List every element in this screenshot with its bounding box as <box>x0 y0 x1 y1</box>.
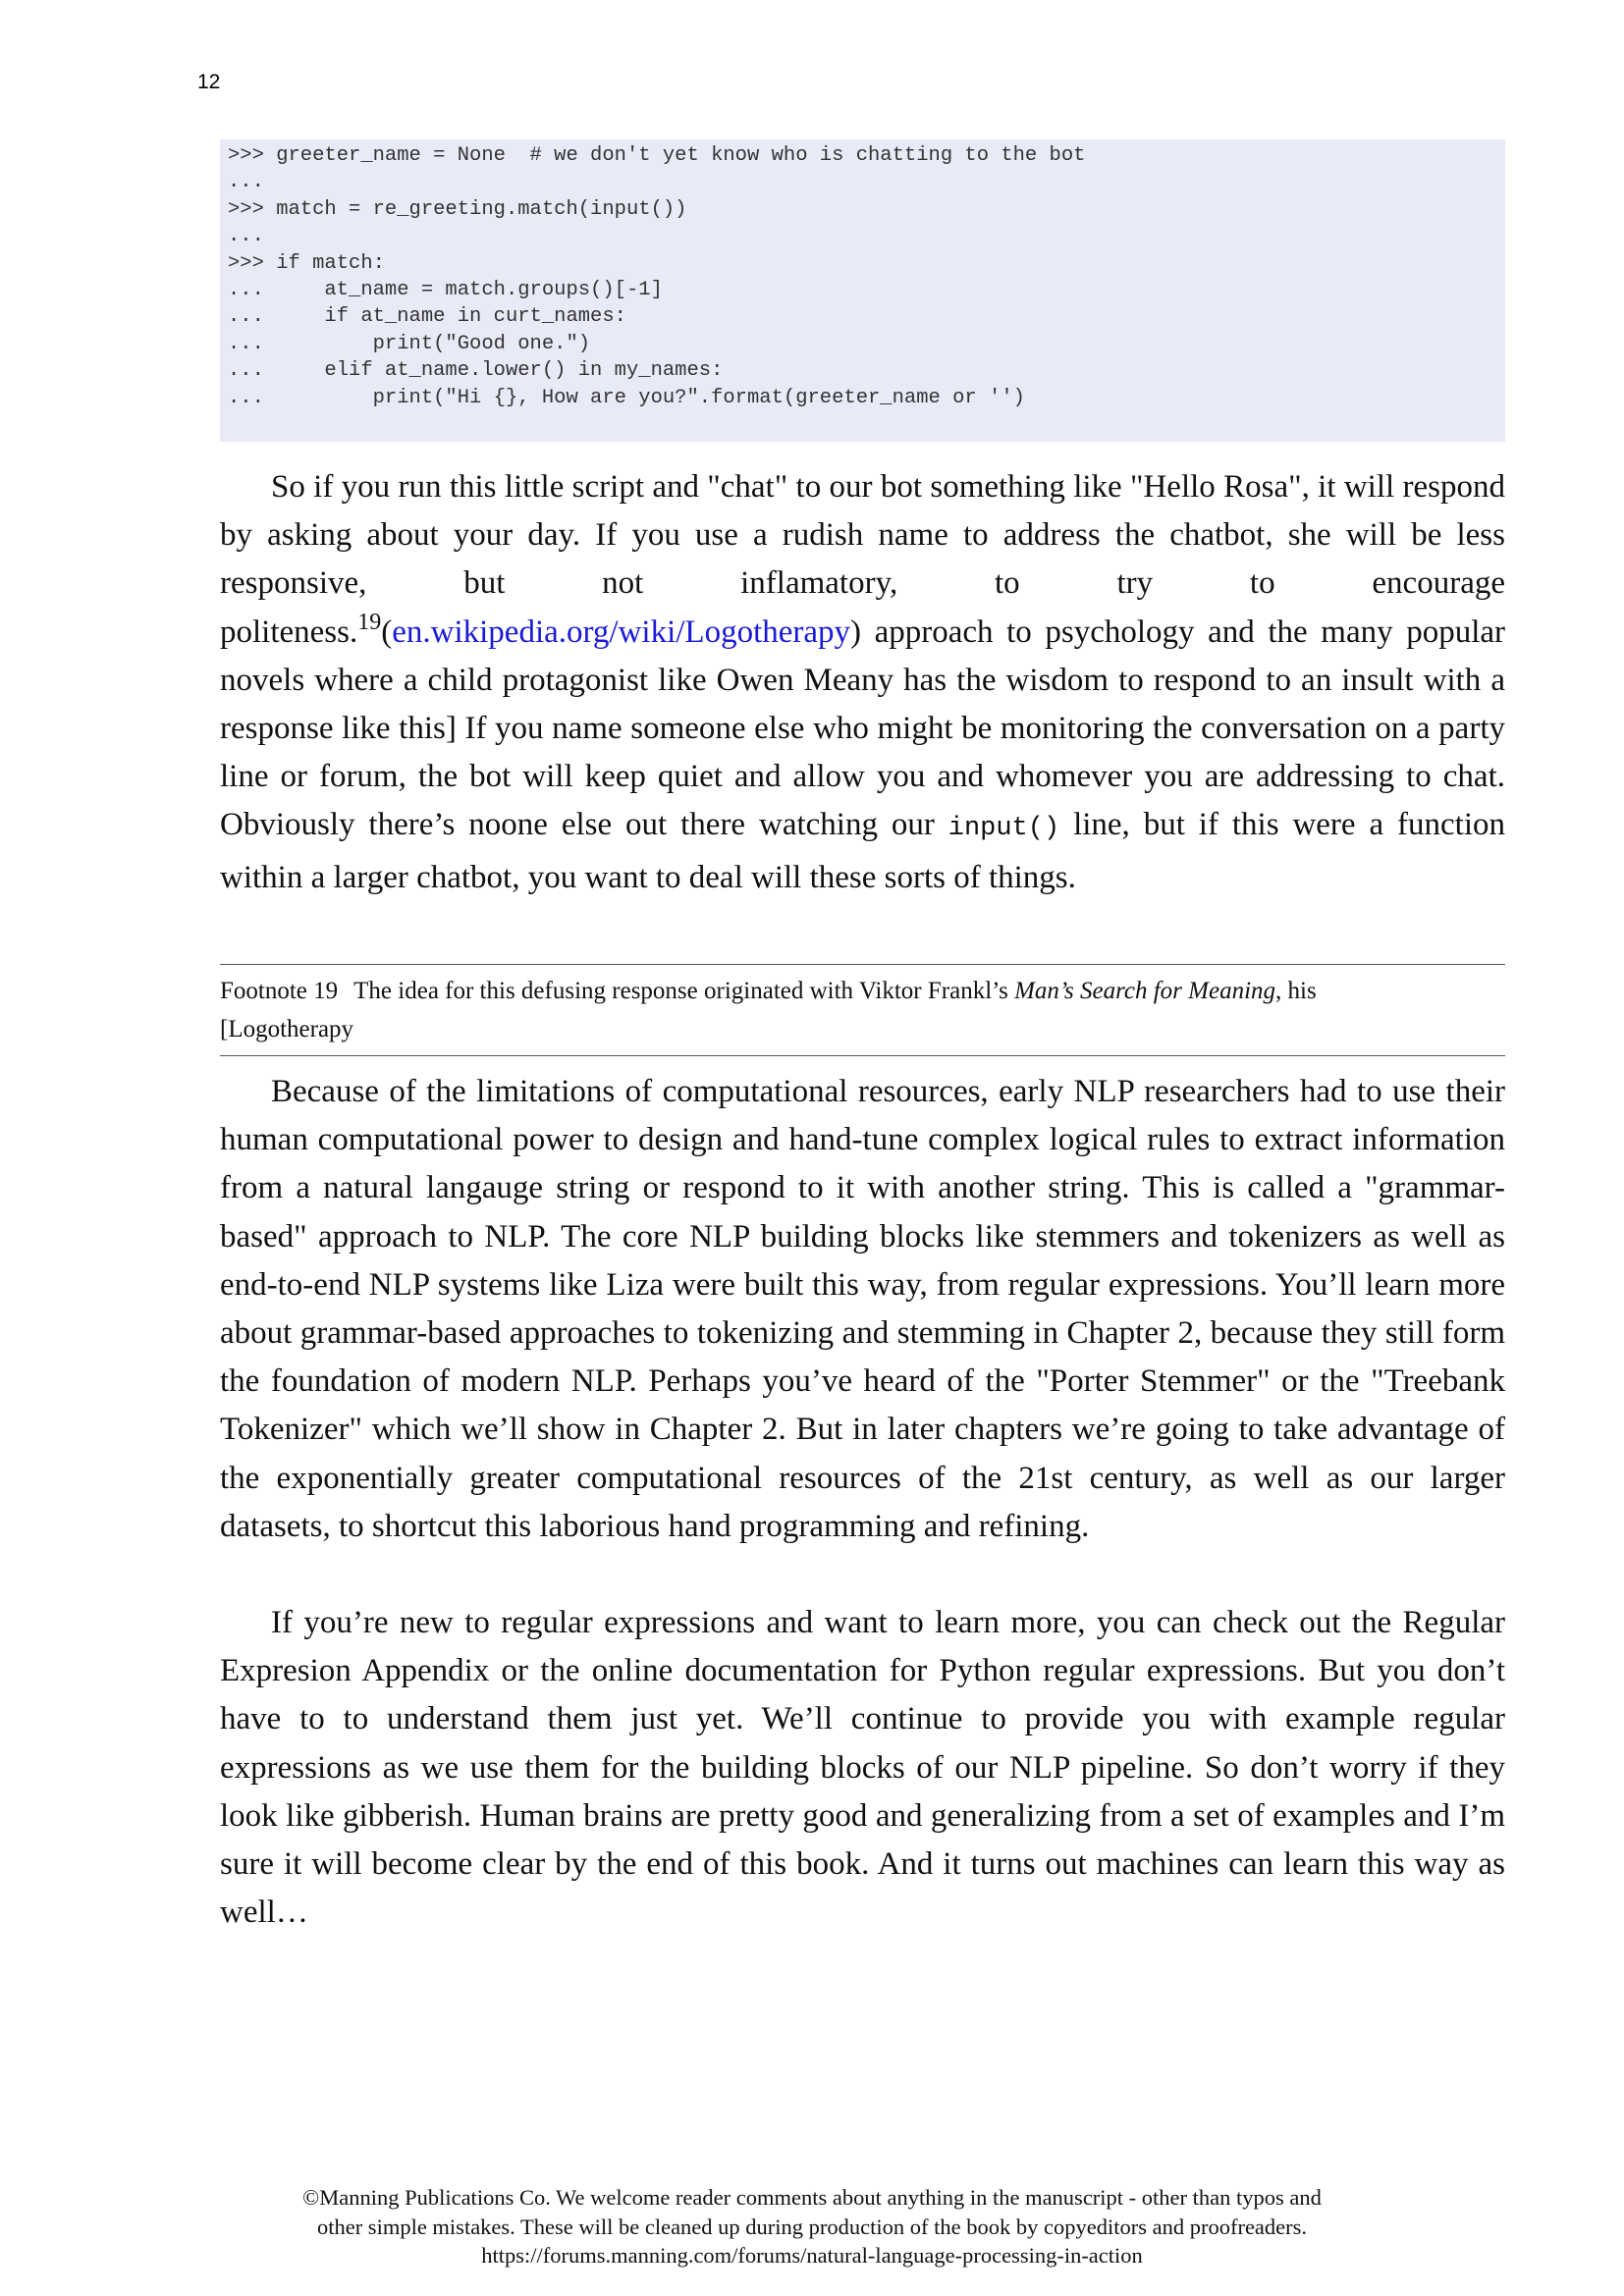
code-listing <box>220 139 1505 442</box>
footer-copyright-line: ©Manning Publications Co. We welcome reader comments about anything in the manuscript - other than typos and <box>302 2185 1322 2210</box>
page-footer <box>0 2183 1624 2270</box>
code-line: >>> if match: <box>228 251 385 275</box>
code-line: ... print("Hi {}, How are you?".format(greeter_name or '') <box>228 386 1025 409</box>
footnote-text: The idea for this defusing response originated with Viktor Frankl’s <box>353 978 1015 1004</box>
code-line: >>> greeter_name = None # we don't yet know who is chatting to the bot <box>228 144 1086 167</box>
logotherapy-link[interactable]: en.wikipedia.org/wiki/Logotherapy <box>392 614 851 650</box>
paragraph-text: So if you run this little script and "chat" to our bot something like "Hello Rosa", it will respond by asking about your day. If you use a rudish name to address the chatbot, she will be less responsive, but not inflamatory, to try to encourage politeness. <box>220 469 1505 650</box>
code-line: ... print("Good one.") <box>228 332 591 355</box>
footnote-label: Footnote 19 <box>220 978 339 1004</box>
paragraph-text: ) approach to psychology and the many popular novels where a child protagonist like Owen Meany has the wisdom to respond to an insult with a response like this] If you name someone else who might be monitoring the conversation on a party line or forum, the bot will keep quiet and allow you and whomever you are addressing to chat. Obviously there’s noone else out there watching our <box>220 614 1505 843</box>
inline-code: input() <box>947 814 1060 844</box>
body-paragraph-chatbot-response <box>220 463 1505 902</box>
footnote-bottom-rule <box>220 1055 1505 1056</box>
body-paragraph-regular-expressions: If you’re new to regular expressions and want to learn more, you can check out the Regular Expresion Appendix or the online documentation for Python regular expressions. But you don’t have to to understand them just yet. We’ll continue to provide you with example regular expressions as we use them for the building blocks of our NLP pipeline. So don’t worry if they look like gibberish. Human brains are pretty good and generalizing from a set of examples and I’m sure it will become clear by the end of this book. And it turns out machines can learn this way as well… <box>220 1605 1505 1931</box>
code-line: >>> match = re_greeting.match(input()) <box>228 197 687 221</box>
paragraph-text: line, but if this were a function within a larger chatbot, you want to deal will these sorts of things. <box>220 807 1505 895</box>
footnote-top-rule <box>220 964 1505 965</box>
code-line: ... <box>228 171 264 194</box>
footnote-19 <box>220 972 1398 1048</box>
code-line: ... elif at_name.lower() in my_names: <box>228 359 724 383</box>
footnote-reference[interactable]: 19 <box>357 609 382 635</box>
footer-forum-link[interactable]: https://forums.manning.com/forums/natural-language-processing-in-action <box>481 2243 1143 2268</box>
footer-copyright-line: other simple mistakes. These will be cleaned up during production of the book by copyeditors and proofreaders. <box>316 2214 1308 2239</box>
footnote-text: , his [Logotherapy <box>220 978 1317 1042</box>
code-line: ... <box>228 225 264 248</box>
body-paragraph-grammar-based: Because of the limitations of computational resources, early NLP researchers had to use their human computational power to design and hand-tune complex logical rules to extract information from a natural langauge string or respond to it with another string. This is called a "grammar-based" approach to NLP. The core NLP building blocks like stemmers and tokenizers as well as end-to-end NLP systems like Liza were built this way, from regular expressions. You’ll learn more about grammar-based approaches to tokenizing and stemming in Chapter 2, because they still form the foundation of modern NLP. Perhaps you’ve heard of the "Porter Stemmer" or the "Treebank Tokenizer" which we’ll show in Chapter 2. But in later chapters we’re going to take advantage of the exponentially greater computational resources of the 21st century, as well as our larger datasets, to shortcut this laborious hand programming and refining. <box>220 1074 1505 1544</box>
code-line: ... if at_name in curt_names: <box>228 305 626 329</box>
footnote-book-title: Man’s Search for Meaning <box>1014 978 1276 1004</box>
code-line: ... at_name = match.groups()[-1] <box>228 278 663 301</box>
page-number: 12 <box>197 71 221 93</box>
paragraph-text: ( <box>381 614 393 650</box>
